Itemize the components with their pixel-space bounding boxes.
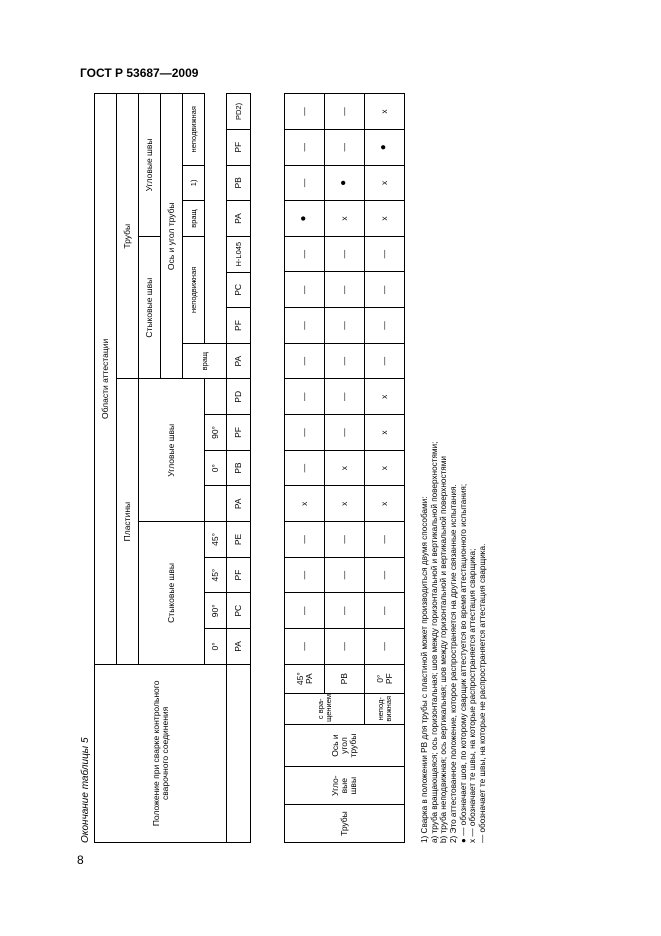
angle-cell: 45° — [205, 557, 227, 593]
result-cell: — — [365, 557, 405, 593]
result-cell: — — [325, 629, 365, 665]
pipe-fillet-fixed: неподвижная — [183, 94, 205, 166]
row-fillet: Угло-вые швы — [285, 767, 405, 805]
result-cell: — — [325, 522, 365, 558]
result-cell: х — [365, 486, 405, 522]
col-header: PF — [227, 129, 251, 165]
result-cell: — — [365, 272, 405, 308]
result-cell: х — [365, 379, 405, 415]
rotated-table-area — [80, 93, 510, 843]
result-cell: — — [285, 343, 325, 379]
result-cell: — — [325, 236, 365, 272]
result-cell: ● — [365, 129, 405, 165]
angle-cell: 90° — [205, 593, 227, 629]
row-fixed: непод-вижная — [365, 693, 405, 724]
result-cell: — — [365, 343, 405, 379]
pipes-header: Трубы — [117, 94, 139, 379]
angle-cell: 0° — [205, 450, 227, 486]
result-cell: х — [325, 201, 365, 237]
result-cell: х — [365, 165, 405, 201]
attestation-table-body — [284, 93, 405, 843]
result-cell: — — [325, 94, 365, 130]
row-angle-text: 45° — [294, 672, 305, 686]
row-angle-position — [325, 664, 365, 693]
angle-cell: 90° — [205, 415, 227, 451]
col-header: PB — [227, 165, 251, 201]
row-angle-position — [285, 664, 325, 693]
note-line: ● — обозначает шов, по которому сварщик аттестуется во время аттестационного испытания; — [458, 483, 468, 843]
note-line: 2) Это аттестованное положение, которое распространяется на другие связанные испытания. — [449, 484, 459, 843]
pipes-fillet-header: Угловые швы — [139, 94, 161, 237]
attestation-header: Области аттестации — [95, 94, 117, 665]
row-angle-position — [365, 664, 405, 693]
result-cell: ● — [285, 201, 325, 237]
result-cell: — — [285, 522, 325, 558]
rotated-content — [80, 93, 510, 843]
col-header: PC — [227, 272, 251, 308]
col-header: PE — [227, 522, 251, 558]
result-cell: — — [285, 415, 325, 451]
result-cell: — — [365, 522, 405, 558]
row-axis-angle: Ось и угол трубы — [285, 724, 405, 766]
result-cell: — — [285, 629, 325, 665]
angle-cell: 0° — [205, 629, 227, 665]
result-cell: — — [325, 343, 365, 379]
col-header: PC — [227, 593, 251, 629]
col-header: PD — [227, 379, 251, 415]
result-cell: — — [325, 308, 365, 344]
result-cell: х — [365, 94, 405, 130]
attestation-table — [94, 93, 251, 843]
pipe-fillet-footnote: 1) — [183, 165, 205, 201]
result-cell: — — [285, 308, 325, 344]
table-notes — [420, 93, 488, 843]
result-cell: — — [285, 236, 325, 272]
table-continuation-caption: Окончание таблицы 5 — [80, 737, 91, 843]
result-cell: — — [285, 593, 325, 629]
col-header: PB — [227, 450, 251, 486]
page-number: 8 — [77, 853, 84, 867]
plates-header: Пластины — [117, 379, 139, 664]
result-cell: — — [325, 379, 365, 415]
col-header: PD2) — [227, 94, 251, 130]
result-cell: х — [365, 450, 405, 486]
result-cell: — — [285, 129, 325, 165]
result-cell: х — [285, 486, 325, 522]
result-cell: х — [325, 450, 365, 486]
result-cell: ● — [325, 165, 365, 201]
result-cell: — — [285, 272, 325, 308]
pipes-butt-header: Стыковые швы — [139, 236, 161, 379]
result-cell: — — [325, 272, 365, 308]
result-cell: — — [365, 308, 405, 344]
note-line: — обозначает те швы, на которые не распространяется аттестация сварщика. — [478, 543, 488, 843]
note-line: 1) Сварка в положении PB для трубы с пластиной может производиться двумя способами: — [420, 496, 429, 843]
note-line: а) труба вращающаяся; ось горизонтальная; шов между горизонтальной и вертикальной поверхностями; — [429, 441, 439, 843]
result-cell: — — [365, 236, 405, 272]
row-group-pipes: Трубы — [285, 805, 405, 843]
row-rotating: с вра-щением — [285, 693, 365, 724]
result-cell: — — [285, 379, 325, 415]
col-header: PA — [227, 486, 251, 522]
position-header-spacer — [227, 664, 251, 842]
col-header: PA — [227, 629, 251, 665]
result-cell: — — [365, 593, 405, 629]
result-cell: — — [285, 94, 325, 130]
result-cell: — — [285, 450, 325, 486]
col-header: PF — [227, 415, 251, 451]
note-line: х — обозначает те швы, на которые распространяется аттестация сварщика; — [468, 548, 478, 843]
result-cell: х — [365, 415, 405, 451]
result-cell: — — [325, 129, 365, 165]
col-header: PA — [227, 343, 251, 379]
result-cell: — — [285, 557, 325, 593]
row-position-text: PB — [339, 673, 350, 685]
left-header-cell: Положение при сварке контрольного сварочного соединения — [95, 664, 227, 842]
col-header: H-L045 — [227, 236, 251, 272]
pipe-axis-angle-header: Ось и угол трубы — [161, 94, 183, 379]
row-angle-text: 0° — [374, 674, 385, 683]
result-cell: — — [325, 415, 365, 451]
pipe-fillet-rotating: вращ — [183, 201, 205, 237]
result-cell: — — [325, 593, 365, 629]
row-position-text: PF — [383, 673, 394, 685]
document-header-title: ГОСТ Р 53687—2009 — [80, 66, 199, 80]
angle-cell — [205, 486, 227, 522]
angle-cell: 45° — [205, 522, 227, 558]
plates-butt-header: Стыковые швы — [139, 522, 205, 665]
row-position-text: PA — [303, 673, 314, 685]
note-line: b) труба неподвижная; ось вертикальная; шов между горизонтальной и вертикальной поверхностями — [439, 456, 449, 843]
col-header: PA — [227, 201, 251, 237]
pipe-butt-fixed: неподвижная — [183, 236, 205, 343]
result-cell: х — [325, 486, 365, 522]
result-cell: х — [365, 201, 405, 237]
result-cell: — — [365, 629, 405, 665]
col-header: PF — [227, 308, 251, 344]
pipe-butt-rotating: вращ — [183, 343, 227, 379]
plates-fillet-header: Угловые швы — [139, 379, 205, 522]
col-header: PF — [227, 557, 251, 593]
result-cell: — — [325, 557, 365, 593]
result-cell: — — [285, 165, 325, 201]
